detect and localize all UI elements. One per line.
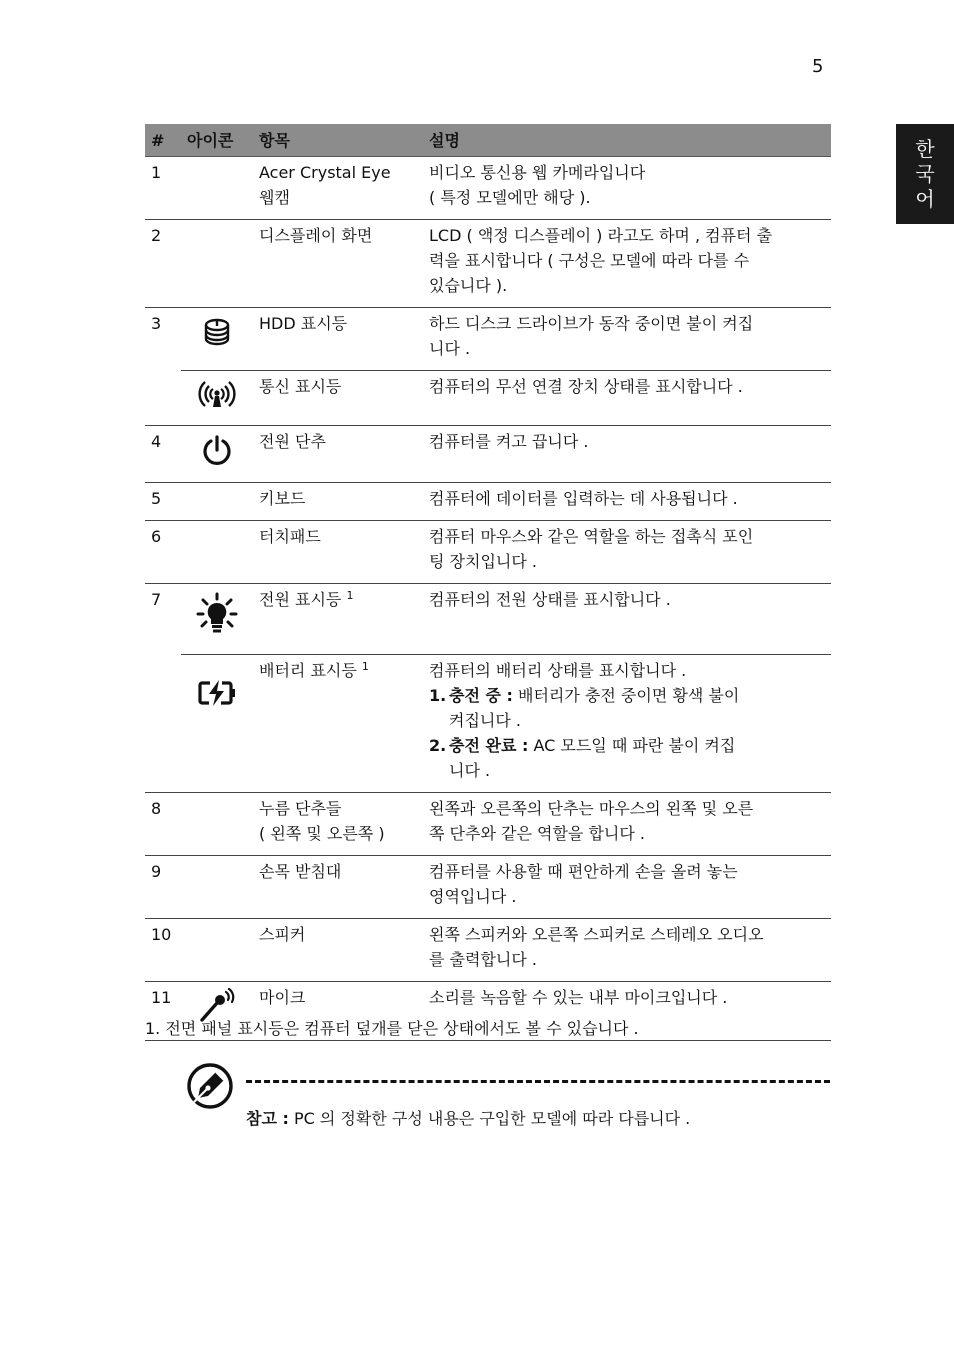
list-item — [429, 683, 825, 733]
table-row — [145, 793, 831, 856]
page-number: 5 — [812, 56, 824, 77]
row-icon-cell — [181, 371, 253, 426]
list-term: 충전 완료 : — [449, 736, 529, 755]
row-number: 9 — [145, 856, 181, 919]
table-row — [145, 655, 831, 793]
header-item: 항목 — [253, 124, 423, 157]
item-text: 배터리 표시등 — [259, 661, 357, 680]
list-body — [449, 733, 735, 783]
desc-line: 를 출력합니다 . — [429, 950, 537, 969]
row-icon-cell — [181, 521, 253, 584]
row-item — [253, 584, 423, 655]
language-tab — [896, 124, 954, 224]
row-icon-cell — [181, 220, 253, 308]
footnote-ref: 1 — [361, 660, 369, 673]
row-number: 7 — [145, 584, 181, 655]
row-icon-cell — [181, 793, 253, 856]
desc-line: 컴퓨터를 사용할 때 편안하게 손을 올려 놓는 — [429, 862, 738, 881]
table-row — [145, 856, 831, 919]
desc-line: 왼쪽 스피커와 오른쪽 스피커로 스테레오 오디오 — [429, 925, 764, 944]
table-row — [145, 584, 831, 655]
row-item — [253, 793, 423, 856]
row-description — [423, 371, 831, 426]
desc-line: 하드 디스크 드라이브가 동작 중이면 불이 켜집 — [429, 314, 754, 333]
item-text: 전원 표시등 — [259, 590, 342, 609]
note — [246, 1106, 690, 1131]
language-tab-char: 국 — [915, 161, 935, 186]
row-item — [253, 157, 423, 220]
list-term: 충전 중 : — [449, 686, 513, 705]
power-icon — [201, 434, 233, 466]
row-description — [423, 483, 831, 521]
row-icon-cell — [181, 584, 253, 655]
row-number: 4 — [145, 426, 181, 483]
desc-line: 컴퓨터에 데이터를 입력하는 데 사용됩니다 . — [429, 489, 738, 508]
header-icon: 아이콘 — [181, 124, 253, 157]
footnote-ref: 1 — [346, 589, 354, 602]
row-description — [423, 426, 831, 483]
item-line: 웹캠 — [259, 188, 290, 207]
battery-status-list — [429, 683, 825, 783]
header-number: # — [145, 124, 181, 157]
desc-line: 컴퓨터 마우스와 같은 역할을 하는 접촉식 포인 — [429, 527, 754, 546]
item-line: HDD 표시등 — [259, 314, 348, 333]
item-line: ( 왼쪽 및 오른쪽 ) — [259, 824, 385, 843]
row-icon-cell — [181, 856, 253, 919]
list-body — [449, 683, 739, 733]
table-row — [145, 426, 831, 483]
item-line: Acer Crystal Eye — [259, 163, 391, 182]
language-tab-char: 어 — [915, 186, 935, 211]
component-table — [145, 124, 831, 1041]
row-item — [253, 426, 423, 483]
list-index: 1. — [429, 686, 447, 705]
desc-line: 팅 장치입니다 . — [429, 552, 537, 571]
row-icon-cell — [181, 308, 253, 371]
desc-line: LCD ( 액정 디스플레이 ) 라고도 하며 , 컴퓨터 출 — [429, 226, 773, 245]
row-description — [423, 655, 831, 793]
note-divider — [246, 1080, 830, 1083]
row-icon-cell — [181, 919, 253, 982]
table-row — [145, 308, 831, 371]
desc-line: 왼쪽과 오른쪽의 단추는 마우스의 왼쪽 및 오른 — [429, 799, 754, 818]
row-number — [145, 655, 181, 793]
row-item — [253, 919, 423, 982]
item-line: 디스플레이 화면 — [259, 226, 373, 245]
item-line — [259, 587, 417, 612]
language-tab-char: 한 — [915, 136, 935, 161]
row-description — [423, 308, 831, 371]
row-number: 5 — [145, 483, 181, 521]
list-text: AC 모드일 때 파란 불이 켜집 — [533, 736, 736, 755]
wireless-icon — [198, 379, 236, 409]
row-number: 6 — [145, 521, 181, 584]
row-description — [423, 157, 831, 220]
row-item — [253, 308, 423, 371]
desc-line: 영역입니다 . — [429, 887, 517, 906]
desc-line: 비디오 통신용 웹 카메라입니다 — [429, 163, 646, 182]
battery-icon — [197, 679, 237, 707]
note-label: 참고 : — [246, 1109, 289, 1128]
item-line: 마이크 — [259, 988, 306, 1007]
row-number: 10 — [145, 919, 181, 982]
row-item — [253, 521, 423, 584]
item-line: 누름 단추들 — [259, 799, 342, 818]
row-number: 1 — [145, 157, 181, 220]
row-item — [253, 856, 423, 919]
list-item — [429, 733, 825, 783]
row-description — [423, 919, 831, 982]
row-item — [253, 371, 423, 426]
desc-line: 력을 표시합니다 ( 구성은 모델에 따라 다를 수 — [429, 251, 750, 270]
list-text: 배터리가 충전 중이면 황색 불이 — [518, 686, 740, 705]
row-description — [423, 521, 831, 584]
item-line: 전원 단추 — [259, 432, 326, 451]
item-line — [259, 658, 417, 683]
row-icon-cell — [181, 483, 253, 521]
item-line: 손목 받침대 — [259, 862, 342, 881]
list-index: 2. — [429, 736, 447, 755]
desc-line: 소리를 녹음할 수 있는 내부 마이크입니다 . — [429, 988, 728, 1007]
row-number: 2 — [145, 220, 181, 308]
footnote: 1. 전면 패널 표시등은 컴퓨터 덮개를 닫은 상태에서도 볼 수 있습니다 . — [145, 1019, 639, 1038]
table-row — [145, 371, 831, 426]
row-icon-cell — [181, 655, 253, 793]
note-pen-icon — [186, 1062, 234, 1110]
table-row — [145, 157, 831, 220]
desc-line: 컴퓨터의 무선 연결 장치 상태를 표시합니다 . — [429, 377, 743, 396]
desc-line: ( 특정 모델에만 해당 ). — [429, 188, 591, 207]
power-light-icon — [195, 592, 239, 638]
table-row — [145, 521, 831, 584]
row-icon-cell — [181, 157, 253, 220]
list-text: 켜집니다 . — [449, 711, 521, 730]
item-line: 키보드 — [259, 489, 306, 508]
row-item — [253, 483, 423, 521]
desc-line: 쪽 단추와 같은 역할을 합니다 . — [429, 824, 645, 843]
table-row — [145, 483, 831, 521]
row-item — [253, 655, 423, 793]
item-line: 스피커 — [259, 925, 306, 944]
desc-line: 니다 . — [429, 339, 471, 358]
row-description — [423, 793, 831, 856]
row-number: 11 — [145, 982, 181, 1041]
row-description — [423, 584, 831, 655]
item-line: 통신 표시등 — [259, 377, 342, 396]
note-body: PC 의 정확한 구성 내용은 구입한 모델에 따라 다릅니다 . — [293, 1109, 691, 1128]
row-number — [145, 371, 181, 426]
list-text: 니다 . — [449, 761, 491, 780]
header-description: 설명 — [423, 124, 831, 157]
row-description — [423, 856, 831, 919]
row-number: 3 — [145, 308, 181, 371]
row-item — [253, 220, 423, 308]
table-header-row — [145, 124, 831, 157]
row-number: 8 — [145, 793, 181, 856]
table-row — [145, 220, 831, 308]
hdd-icon — [202, 316, 232, 348]
row-icon-cell — [181, 426, 253, 483]
table-row — [145, 919, 831, 982]
row-description — [423, 220, 831, 308]
desc-line: 컴퓨터를 켜고 끕니다 . — [429, 432, 589, 451]
desc-line: 컴퓨터의 전원 상태를 표시합니다 . — [429, 590, 671, 609]
item-line: 터치패드 — [259, 527, 321, 546]
desc-line: 컴퓨터의 배터리 상태를 표시합니다 . — [429, 661, 687, 680]
desc-line: 있습니다 ). — [429, 276, 508, 295]
